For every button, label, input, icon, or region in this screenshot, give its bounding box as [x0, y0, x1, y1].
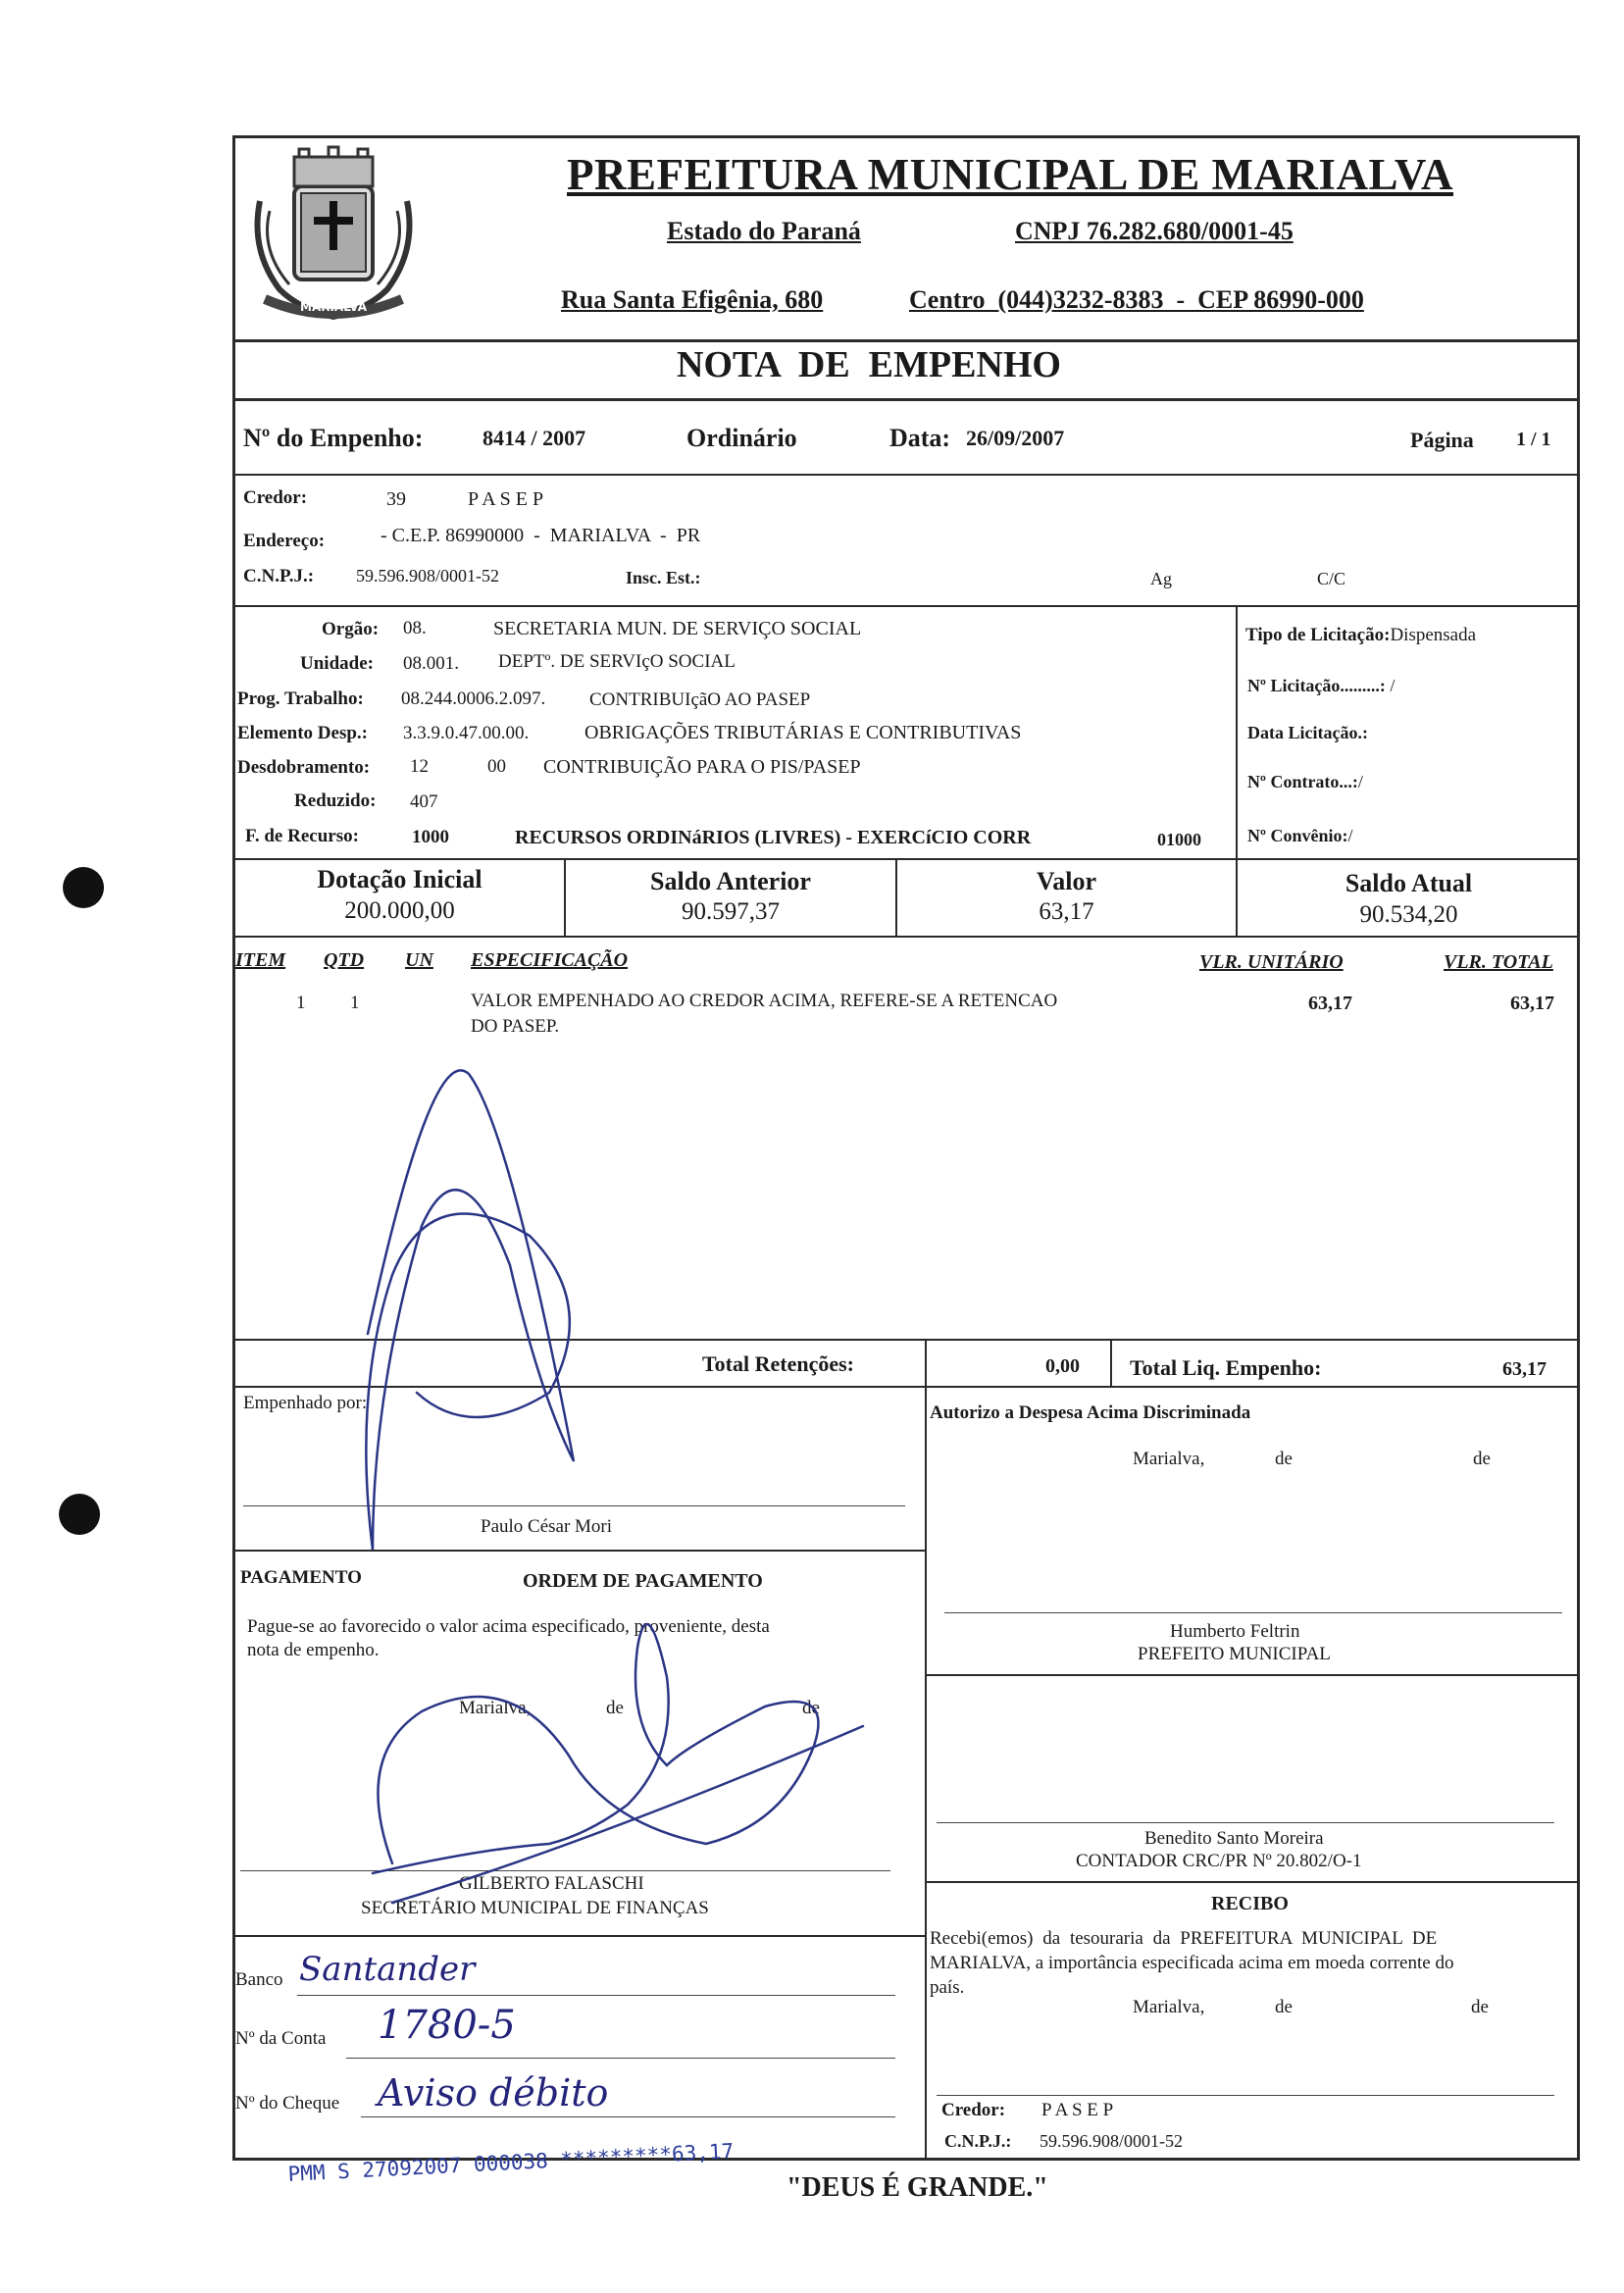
- payment-de-2: de: [802, 1698, 820, 1718]
- footer-motto: "DEUS É GRANDE.": [787, 2172, 1048, 2203]
- recurso-code: 1000: [412, 827, 449, 847]
- secretary-title: SECRETÁRIO MUNICIPAL DE FINANÇAS: [361, 1898, 709, 1918]
- item-qtd: 1: [350, 993, 360, 1013]
- orgao-code: 08.: [403, 618, 427, 638]
- ag-label: Ag: [1150, 569, 1172, 588]
- col-un: UN: [405, 949, 433, 971]
- recurso-code-2: 01000: [1157, 830, 1201, 849]
- empenhado-label: Empenhado por:: [243, 1393, 368, 1413]
- empenho-page: 1 / 1: [1516, 429, 1551, 450]
- col-qtd: QTD: [324, 949, 365, 971]
- payment-city: Marialva,: [459, 1698, 532, 1718]
- payment-text-line-1: Pague-se ao favorecido o valor acima especificado, proveniente, desta: [247, 1616, 770, 1637]
- orgao-name: SECRETARIA MUN. DE SERVIÇO SOCIAL: [493, 618, 862, 639]
- cnpj-label: C.N.P.J.:: [243, 566, 315, 586]
- licitacao-tipo-value: Dispensada: [1390, 625, 1477, 645]
- unidade-label: Unidade:: [300, 653, 374, 674]
- autorizo-de-1: de: [1275, 1449, 1293, 1469]
- desdobramento-code-2: 00: [487, 756, 506, 777]
- item-spec-line-2: DO PASEP.: [471, 1016, 560, 1037]
- balance-value-saldo-anterior: 90.597,37: [682, 898, 780, 925]
- header-state: Estado do Paraná: [667, 217, 861, 245]
- autorizo-de-2: de: [1473, 1449, 1491, 1469]
- unidade-code: 08.001.: [403, 653, 459, 674]
- total-liquido-label: Total Liq. Empenho:: [1130, 1355, 1322, 1380]
- desdobramento-label: Desdobramento:: [237, 757, 371, 778]
- desdobramento-code-1: 12: [410, 756, 429, 777]
- desdobramento-name: CONTRIBUIÇÃO PARA O PIS/PASEP: [543, 756, 861, 778]
- conta-label: Nº da Conta: [235, 2028, 327, 2049]
- cc-label: C/C: [1317, 569, 1346, 588]
- recibo-city: Marialva,: [1133, 1997, 1205, 2017]
- licitacao-tipo-label: Tipo de Licitação:: [1245, 625, 1391, 645]
- cheque-label: Nº do Cheque: [235, 2093, 340, 2114]
- balance-label-valor: Valor: [1036, 867, 1097, 895]
- credor-name: P A S E P: [468, 488, 544, 510]
- contador-title: CONTADOR CRC/PR Nº 20.802/O-1: [1076, 1851, 1362, 1871]
- empenho-page-label: Página: [1410, 428, 1474, 452]
- balance-value-valor: 63,17: [1039, 898, 1094, 925]
- recibo-line-3: país.: [930, 1977, 965, 1998]
- banco-label: Banco: [235, 1969, 283, 1990]
- header-street: Rua Santa Efigênia, 680: [561, 285, 824, 314]
- recurso-name: RECURSOS ORDINáRIOS (LIVRES) - EXERCíCIO CORR: [515, 827, 1032, 848]
- total-retencoes-value: 0,00: [1045, 1355, 1080, 1377]
- recibo-cnpj-value: 59.596.908/0001-52: [1040, 2131, 1183, 2151]
- prog-name: CONTRIBUIçãO AO PASEP: [589, 689, 811, 710]
- licitacao-contrato-label: Nº Contrato...:: [1247, 772, 1358, 791]
- col-total: VLR. TOTAL: [1444, 951, 1553, 973]
- signature-secretary: [373, 1624, 863, 1903]
- coat-of-arms-text: MARIALVA: [300, 300, 367, 314]
- empenho-date: 26/09/2007: [966, 426, 1065, 450]
- empenhado-name: Paulo César Mori: [481, 1516, 613, 1537]
- recibo-line-2: MARIALVA, a importância especificada acima em moeda corrente do: [930, 1953, 1454, 1973]
- recibo-de-1: de: [1275, 1997, 1293, 2017]
- reduzido-label: Reduzido:: [294, 790, 377, 811]
- prefeito-name: Humberto Feltrin: [1170, 1621, 1300, 1642]
- prefeito-title: PREFEITO MUNICIPAL: [1138, 1644, 1331, 1664]
- recibo-cnpj-label: C.N.P.J.:: [944, 2131, 1012, 2151]
- unidade-name: DEPTº. DE SERVIçO SOCIAL: [498, 651, 736, 672]
- item-number: 1: [296, 993, 306, 1013]
- header-address-rest: Centro (044)3232-8383 - CEP 86990-000: [909, 285, 1364, 314]
- credor-label: Credor:: [243, 487, 308, 508]
- licitacao-numero-label: Nº Licitação.........:: [1247, 676, 1386, 695]
- elemento-name: OBRIGAÇÕES TRIBUTÁRIAS E CONTRIBUTIVAS: [584, 722, 1022, 743]
- payment-stamp: PMM S 27092007 000038 *********63,17: [287, 2139, 735, 2186]
- banco-value: Santander: [299, 1950, 476, 1989]
- licitacao-convenio-label: Nº Convênio:: [1247, 826, 1348, 845]
- item-spec-line-1: VALOR EMPENHADO AO CREDOR ACIMA, REFERE-SE A RETENCAO: [471, 991, 1058, 1011]
- document-title: NOTA DE EMPENHO: [677, 344, 1061, 385]
- col-spec: ESPECIFICAÇÃO: [471, 949, 629, 971]
- payment-section-label: PAGAMENTO: [240, 1567, 362, 1588]
- reduzido-value: 407: [410, 791, 438, 812]
- empenho-number: 8414 / 2007: [482, 426, 586, 450]
- header-cnpj: CNPJ 76.282.680/0001-45: [1015, 217, 1294, 245]
- payment-text-line-2: nota de empenho.: [247, 1640, 380, 1660]
- elemento-label: Elemento Desp.:: [237, 723, 368, 743]
- balance-value-saldo-atual: 90.534,20: [1359, 901, 1458, 928]
- total-liquido-value: 63,17: [1502, 1358, 1547, 1380]
- recibo-credor-label: Credor:: [941, 2100, 1006, 2120]
- empenho-number-label: Nº do Empenho:: [243, 424, 424, 452]
- licitacao-contrato-value: /: [1357, 772, 1363, 791]
- item-unit-value: 63,17: [1308, 993, 1352, 1014]
- balance-label-saldo-anterior: Saldo Anterior: [650, 867, 811, 895]
- empenho-date-label: Data:: [889, 424, 951, 452]
- recurso-label: F. de Recurso:: [245, 826, 359, 846]
- balance-label-saldo-atual: Saldo Atual: [1345, 869, 1473, 897]
- licitacao-convenio-value: /: [1347, 826, 1353, 845]
- total-retencoes-label: Total Retenções:: [702, 1351, 854, 1376]
- recibo-line-1: Recebi(emos) da tesouraria da PREFEITURA MUNICIPAL DE: [930, 1928, 1438, 1949]
- balance-value-dotacao: 200.000,00: [344, 897, 455, 924]
- licitacao-numero-value: /: [1390, 676, 1396, 695]
- licitacao-data-label: Data Licitação.:: [1247, 723, 1368, 742]
- elemento-code: 3.3.9.0.47.00.00.: [403, 723, 530, 743]
- conta-value: 1780-5: [378, 2003, 516, 2048]
- secretary-name: GILBERTO FALASCHI: [459, 1873, 644, 1894]
- address-value: - C.E.P. 86990000 - MARIALVA - PR: [381, 525, 701, 546]
- prog-label: Prog. Trabalho:: [237, 688, 364, 709]
- recibo-title: RECIBO: [1211, 1893, 1289, 1914]
- cheque-value: Aviso débito: [378, 2071, 609, 2115]
- payment-de-1: de: [606, 1698, 624, 1718]
- recibo-credor-name: P A S E P: [1041, 2100, 1114, 2120]
- prog-code: 08.244.0006.2.097.: [401, 688, 546, 709]
- col-item: ITEM: [235, 949, 286, 971]
- orgao-label: Orgão:: [322, 619, 380, 639]
- cnpj-value: 59.596.908/0001-52: [356, 566, 499, 586]
- recibo-de-2: de: [1471, 1997, 1489, 2017]
- balance-label-dotacao: Dotação Inicial: [317, 865, 482, 893]
- contador-name: Benedito Santo Moreira: [1144, 1828, 1324, 1849]
- address-label: Endereço:: [243, 531, 326, 551]
- autorizo-label: Autorizo a Despesa Acima Discriminada: [930, 1402, 1251, 1423]
- payment-order-label: ORDEM DE PAGAMENTO: [523, 1570, 763, 1592]
- autorizo-city: Marialva,: [1133, 1449, 1205, 1469]
- empenho-type: Ordinário: [686, 424, 797, 452]
- signature-empenhado: [366, 1070, 574, 1550]
- header-title: PREFEITURA MUNICIPAL DE MARIALVA: [567, 150, 1454, 199]
- col-unit: VLR. UNITÁRIO: [1199, 951, 1344, 973]
- item-total-value: 63,17: [1510, 993, 1554, 1014]
- insc-label: Insc. Est.:: [626, 568, 701, 587]
- credor-code: 39: [386, 488, 406, 510]
